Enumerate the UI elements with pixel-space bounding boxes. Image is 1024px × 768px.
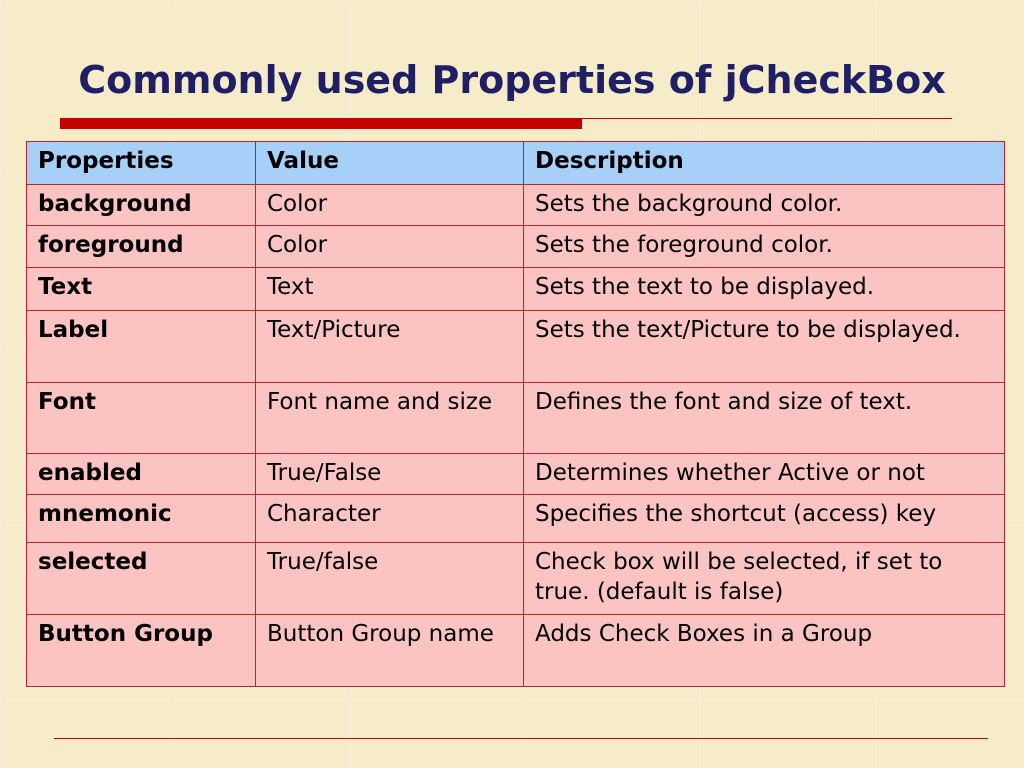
property-cell: enabled xyxy=(27,454,256,495)
table-row xyxy=(27,383,1005,454)
description-cell: Check box will be selected, if set to true. (default is false) xyxy=(524,543,1005,615)
description-cell: Defines the font and size of text. xyxy=(524,383,1005,454)
value-cell: Font name and size xyxy=(256,383,524,454)
properties-table xyxy=(26,141,1005,687)
description-cell: Sets the text to be displayed. xyxy=(524,268,1005,311)
value-cell: Color xyxy=(256,185,524,226)
property-cell: foreground xyxy=(27,226,256,268)
description-cell: Sets the background color. xyxy=(524,185,1005,226)
footer-divider xyxy=(54,738,988,739)
table-row xyxy=(27,311,1005,383)
description-cell: Sets the text/Picture to be displayed. xyxy=(524,311,1005,383)
table-row xyxy=(27,268,1005,311)
property-cell: Font xyxy=(27,383,256,454)
property-cell: Text xyxy=(27,268,256,311)
table-row xyxy=(27,615,1005,687)
title-accent-bar xyxy=(60,118,582,129)
value-cell: True/false xyxy=(256,543,524,615)
description-cell: Specifies the shortcut (access) key xyxy=(524,495,1005,543)
description-cell: Sets the foreground color. xyxy=(524,226,1005,268)
property-cell: background xyxy=(27,185,256,226)
table-row xyxy=(27,185,1005,226)
value-cell: True/False xyxy=(256,454,524,495)
header-description: Description xyxy=(524,142,1005,185)
property-cell: selected xyxy=(27,543,256,615)
property-cell: Label xyxy=(27,311,256,383)
property-cell: Button Group xyxy=(27,615,256,687)
table-row xyxy=(27,454,1005,495)
title-accent-line xyxy=(582,118,952,119)
description-cell: Adds Check Boxes in a Group xyxy=(524,615,1005,687)
value-cell: Color xyxy=(256,226,524,268)
header-value: Value xyxy=(256,142,524,185)
description-cell: Determines whether Active or not xyxy=(524,454,1005,495)
property-cell: mnemonic xyxy=(27,495,256,543)
table-row xyxy=(27,495,1005,543)
value-cell: Text xyxy=(256,268,524,311)
value-cell: Character xyxy=(256,495,524,543)
table-row xyxy=(27,543,1005,615)
value-cell: Text/Picture xyxy=(256,311,524,383)
slide-title: Commonly used Properties of jCheckBox xyxy=(78,58,946,102)
header-properties: Properties xyxy=(27,142,256,185)
table-row xyxy=(27,226,1005,268)
table-header-row xyxy=(27,142,1005,185)
value-cell: Button Group name xyxy=(256,615,524,687)
